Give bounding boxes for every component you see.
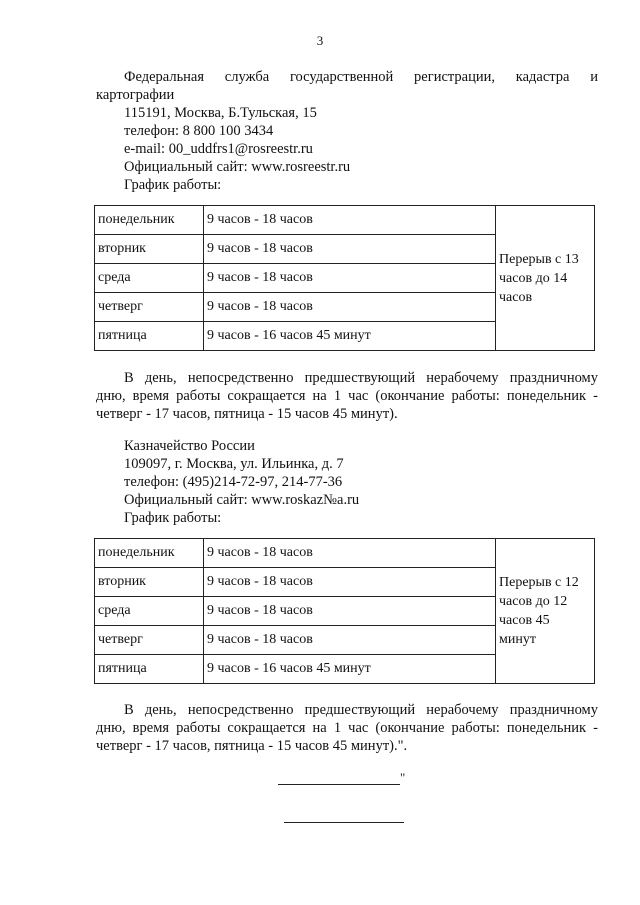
table-row <box>95 539 595 568</box>
treasury-website: Официальный сайт: www.roskaz№a.ru <box>124 492 360 508</box>
schedule-hours: 9 часов - 18 часов <box>204 539 496 568</box>
schedule-day: среда <box>95 597 204 626</box>
schedule-hours: 9 часов - 18 часов <box>204 626 496 655</box>
schedule-day: пятница <box>95 655 204 684</box>
table-row <box>95 206 595 235</box>
signature-line <box>278 784 400 785</box>
treasury-note-line3: четверг - 17 часов, пятница - 15 часов 45 минут).". <box>96 738 408 754</box>
schedule-hours: 9 часов - 18 часов <box>204 568 496 597</box>
schedule-day: среда <box>95 264 204 293</box>
break-cell <box>496 206 595 351</box>
break-text: часов до 12 <box>499 594 568 609</box>
closing-quote: " <box>400 770 406 785</box>
rosreestr-name-line2: картографии <box>96 87 175 103</box>
schedule-hours: 9 часов - 18 часов <box>204 264 496 293</box>
schedule-hours: 9 часов - 18 часов <box>204 293 496 322</box>
treasury-phone: телефон: (495)214-72-97, 214-77-36 <box>124 474 343 490</box>
rosreestr-note-line2: дню, время работы сокращается на 1 час (окончание работы: понедельник - <box>96 388 598 404</box>
treasury-note-line1: В день, непосредственно предшествующий нерабочему праздничному <box>124 702 598 718</box>
rosreestr-website: Официальный сайт: www.rosreestr.ru <box>124 159 351 175</box>
rosreestr-schedule-title: График работы: <box>124 177 222 193</box>
page-number: 3 <box>316 33 324 48</box>
break-text: Перерыв с 12 <box>499 575 579 590</box>
schedule-day: пятница <box>95 322 204 351</box>
separator-line <box>284 822 404 823</box>
rosreestr-email: e-mail: 00_uddfrs1@rosreestr.ru <box>124 141 313 157</box>
schedule-hours: 9 часов - 18 часов <box>204 597 496 626</box>
break-cell <box>496 539 595 684</box>
rosreestr-schedule-table <box>94 205 595 351</box>
rosreestr-note-line1: В день, непосредственно предшествующий нерабочему праздничному <box>124 370 598 386</box>
schedule-day: четверг <box>95 626 204 655</box>
schedule-hours: 9 часов - 18 часов <box>204 206 496 235</box>
break-text: часов <box>499 289 533 305</box>
schedule-day: понедельник <box>95 539 204 568</box>
treasury-schedule-table <box>94 538 595 684</box>
treasury-address: 109097, г. Москва, ул. Ильинка, д. 7 <box>124 456 344 472</box>
schedule-day: четверг <box>95 293 204 322</box>
schedule-hours: 9 часов - 16 часов 45 минут <box>204 655 496 684</box>
schedule-day: вторник <box>95 235 204 264</box>
rosreestr-name-line1: Федеральная служба государственной регистрации, кадастра и <box>124 69 598 85</box>
treasury-schedule-title: График работы: <box>124 510 222 526</box>
rosreestr-phone: телефон: 8 800 100 3434 <box>124 123 274 139</box>
break-text: часов 45 <box>499 613 550 628</box>
treasury-name: Казначейство России <box>124 438 255 454</box>
treasury-note-line2: дню, время работы сокращается на 1 час (окончание работы: понедельник - <box>96 720 598 736</box>
break-text: Перерыв с 13 <box>499 251 579 267</box>
schedule-hours: 9 часов - 18 часов <box>204 235 496 264</box>
schedule-day: понедельник <box>95 206 204 235</box>
break-text: минут <box>499 632 536 647</box>
rosreestr-address: 115191, Москва, Б.Тульская, 15 <box>124 105 317 121</box>
rosreestr-note-line3: четверг - 17 часов, пятница - 15 часов 45 минут). <box>96 406 398 422</box>
break-text: часов до 14 <box>499 270 568 286</box>
schedule-hours: 9 часов - 16 часов 45 минут <box>204 322 496 351</box>
schedule-day: вторник <box>95 568 204 597</box>
